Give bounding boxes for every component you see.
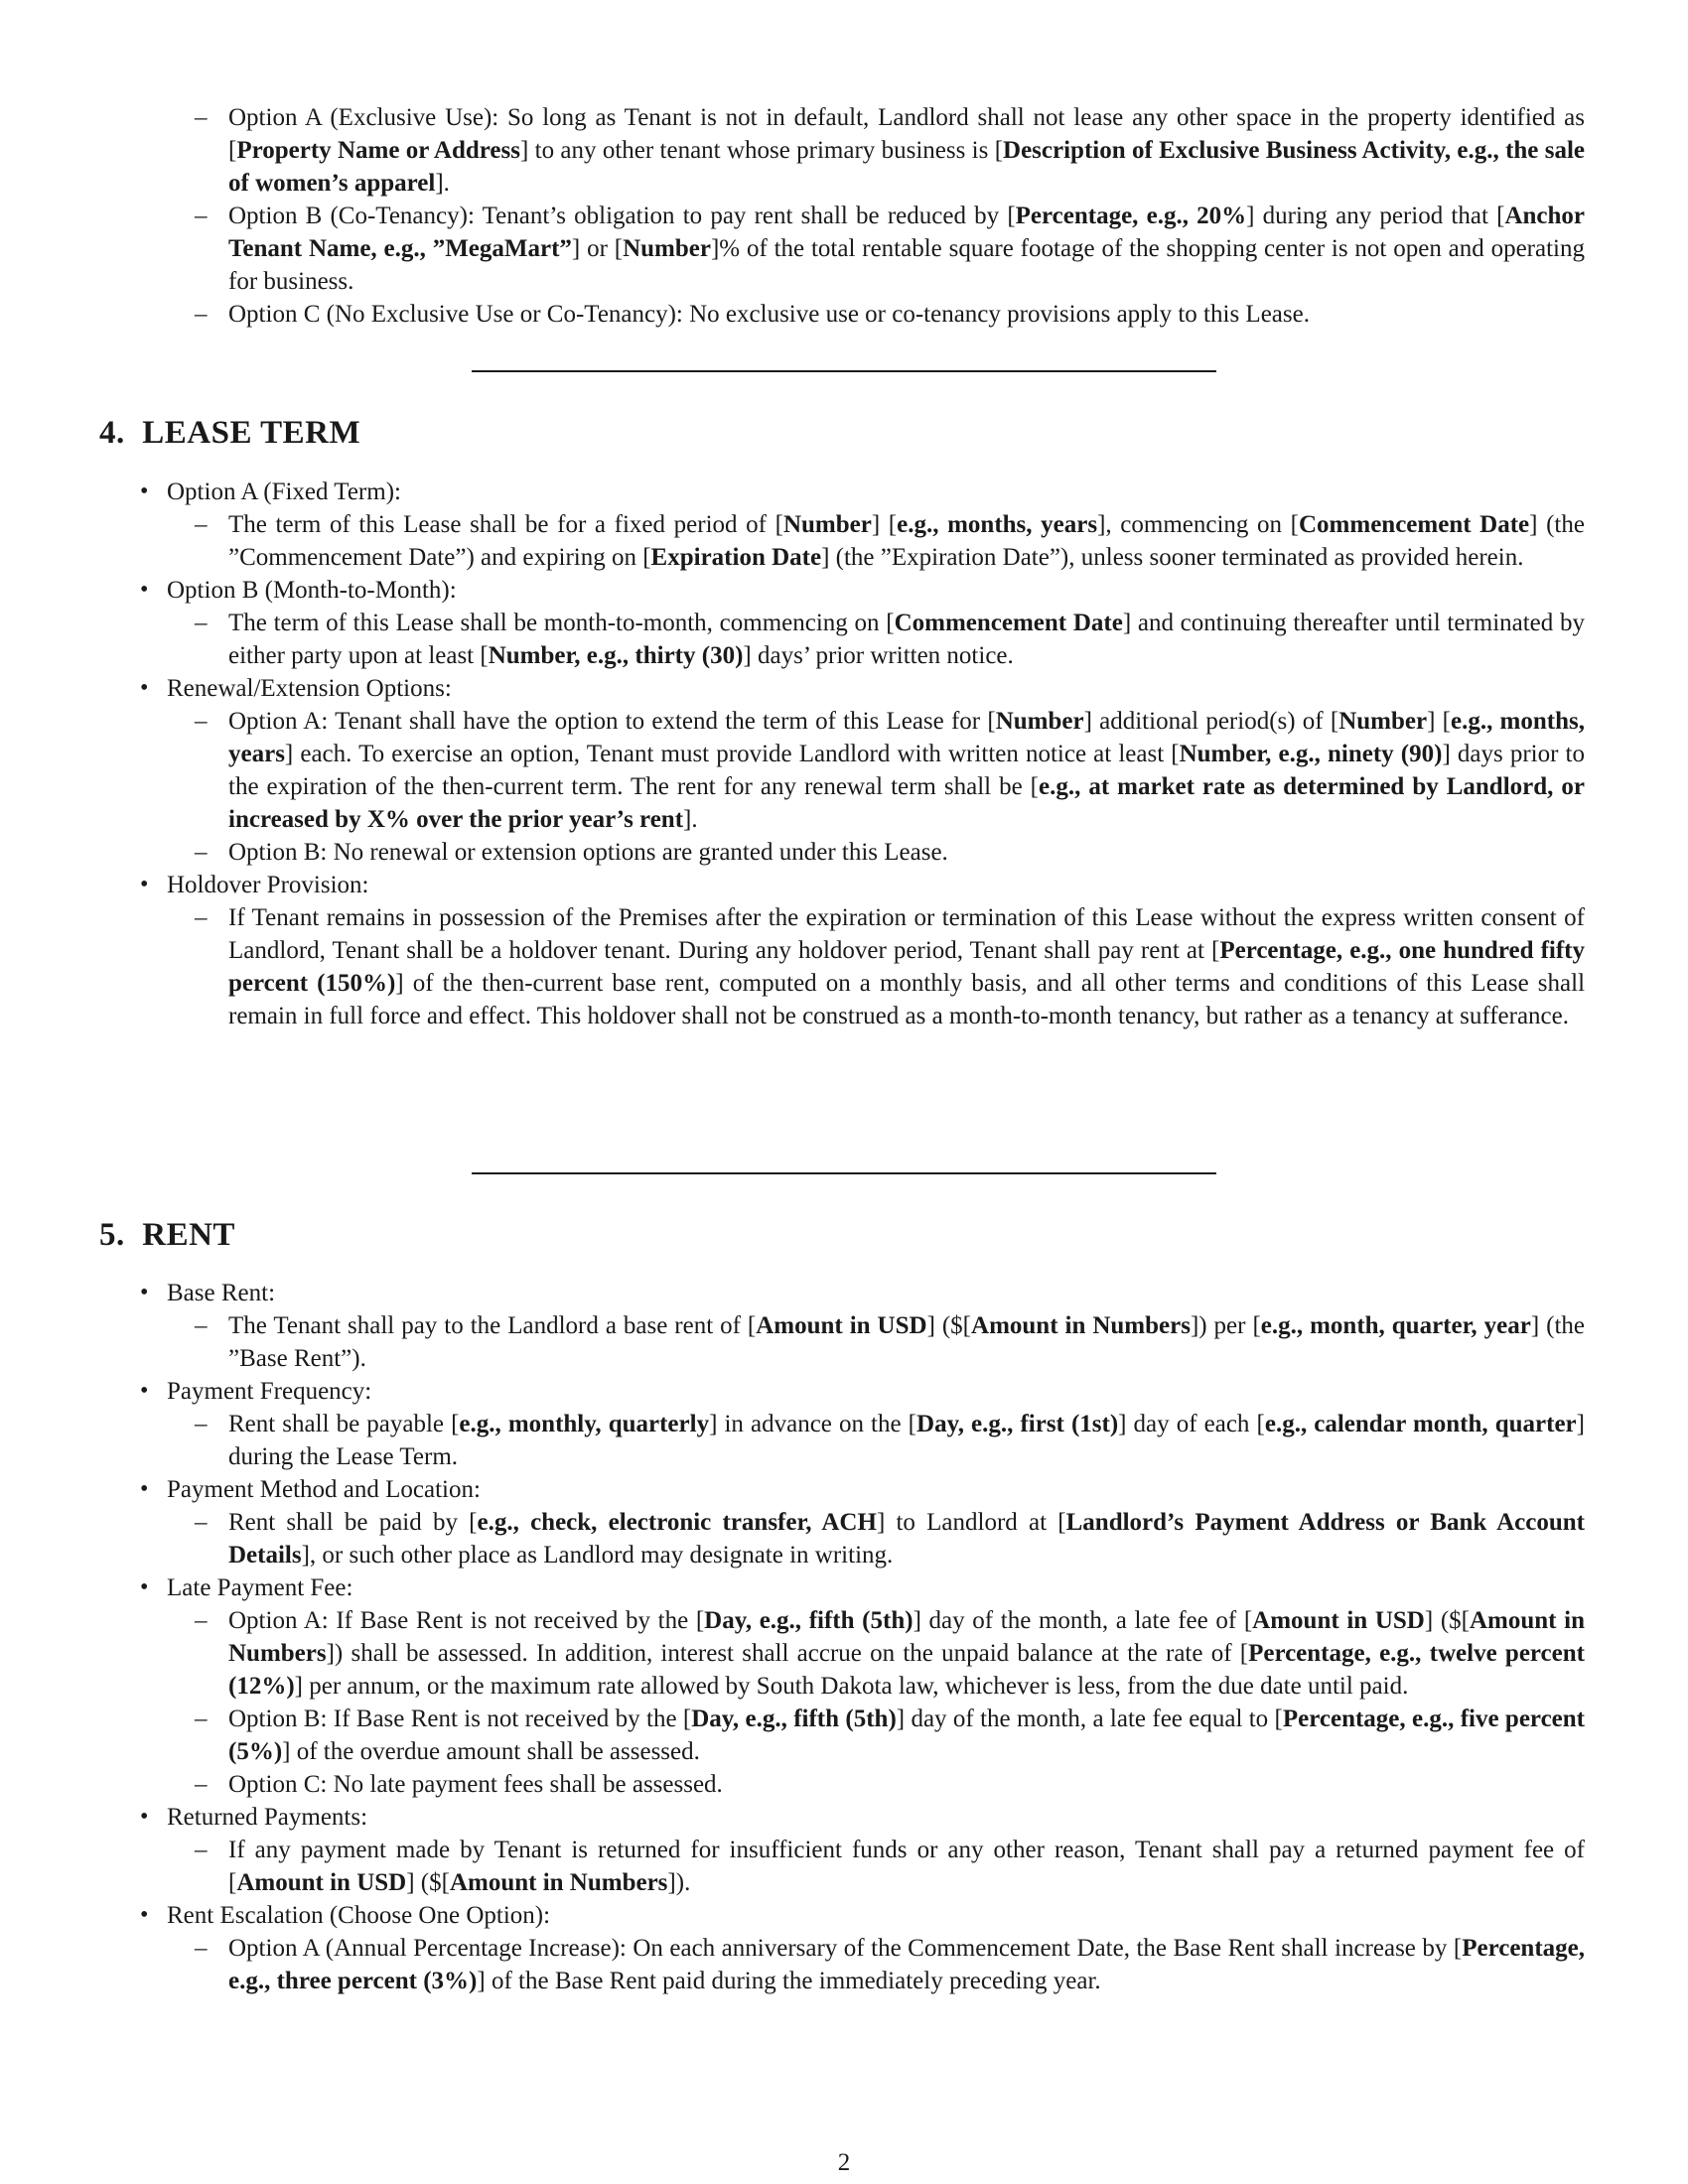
list-item: – Option B: If Base Rent is not received by the [Day, e.g., fifth (5th)] day of the month, a late fee equal to [Percentage, e.g., five percent (5%)] of the overdue amount shall be assessed. — [195, 1703, 1585, 1768]
list-item: – Option A: Tenant shall have the option to extend the term of this Lease for [Number] additional period(s) of [Number] [e.g., months, years] each. To exercise an option, Tenant must provide Landlord with written notice at least [Number, e.g., ninety (90)] days prior to the expiration of the then-current term. The rent for any renewal term shall be [e.g., at market rate as determined by Landlord, or increased by X% over the prior year’s rent]. — [195, 705, 1585, 836]
list-item: – Option A (Annual Percentage Increase): On each anniversary of the Commencement Date, the Base Rent shall increase by [Percentage, e.g., three percent (3%)] of the Base Rent paid during the immediately preceding year. — [195, 1932, 1585, 1997]
list-item: – The term of this Lease shall be for a fixed period of [Number] [e.g., months, years], commencing on [Commencement Date] (the ”Commencement Date”) and expiring on [Expiration Date] (the ”Expiration Date”), unless sooner terminated as provided herein. — [195, 508, 1585, 574]
list-item: – Option B: No renewal or extension options are granted under this Lease. — [195, 836, 1585, 869]
list-item: – Option B (Co-Tenancy): Tenant’s obligation to pay rent shall be reduced by [Percentage, e.g., 20%] during any period that [Anchor Tenant Name, e.g., ”MegaMart”] or [Number]% of the total rentable square footage of the shopping center is not open and operating for business. — [195, 200, 1585, 298]
section-4-body — [167, 476, 1585, 1032]
list-item: – Option C (No Exclusive Use or Co-Tenancy): No exclusive use or co-tenancy provisions apply to this Lease. — [195, 298, 1585, 331]
section-heading: 5. RENT — [99, 1217, 235, 1253]
bullet-label: • Rent Escalation (Choose One Option): — [167, 1899, 1585, 1932]
bullet-label: • Option A (Fixed Term): — [167, 476, 1585, 508]
list-item: – If Tenant remains in possession of the Premises after the expiration or termination of this Lease without the express written consent of Landlord, Tenant shall be a holdover tenant. During any holdover period, Tenant shall pay rent at [Percentage, e.g., one hundred fifty percent (150%)] of the then-current base rent, computed on a monthly basis, and all other terms and conditions of this Lease shall remain in full force and effect. This holdover shall not be construed as a month-to-month tenancy, but rather as a tenancy at sufferance. — [195, 901, 1585, 1032]
bullet-label: • Returned Payments: — [167, 1801, 1585, 1834]
section-heading: 4. LEASE TERM — [99, 415, 361, 451]
bullet-label: • Renewal/Extension Options: — [167, 672, 1585, 705]
section-divider — [472, 1172, 1216, 1174]
bullet-label: • Payment Frequency: — [167, 1375, 1585, 1408]
page-number: 2 — [837, 2149, 851, 2176]
bullet-label: • Holdover Provision: — [167, 869, 1585, 901]
list-item: – If any payment made by Tenant is returned for insufficient funds or any other reason, Tenant shall pay a returned payment fee of [Amount in USD] ($[Amount in Numbers]). — [195, 1834, 1585, 1899]
list-item: – The Tenant shall pay to the Landlord a base rent of [Amount in USD] ($[Amount in Numbers]) per [e.g., month, quarter, year] (the ”Base Rent”). — [195, 1309, 1585, 1375]
list-item: – The term of this Lease shall be month-to-month, commencing on [Commencement Date] and continuing thereafter until terminated by either party upon at least [Number, e.g., thirty (30)] days’ prior written notice. — [195, 607, 1585, 672]
bullet-label: • Payment Method and Location: — [167, 1473, 1585, 1506]
list-item: – Option C: No late payment fees shall be assessed. — [195, 1768, 1585, 1801]
section-5-body — [167, 1277, 1585, 1997]
list-item: – Option A (Exclusive Use): So long as Tenant is not in default, Landlord shall not lease any other space in the property identified as [Property Name or Address] to any other tenant whose primary business is [Description of Exclusive Business Activity, e.g., the sale of women’s apparel]. — [195, 101, 1585, 200]
list-item: – Rent shall be paid by [e.g., check, electronic transfer, ACH] to Landlord at [Landlord’s Payment Address or Bank Account Details], or such other place as Landlord may designate in writing. — [195, 1506, 1585, 1571]
top-options — [195, 101, 1585, 331]
bullet-label: • Late Payment Fee: — [167, 1571, 1585, 1604]
section-divider — [472, 370, 1216, 372]
list-item: – Rent shall be payable [e.g., monthly, quarterly] in advance on the [Day, e.g., first (1st)] day of each [e.g., calendar month, quarter] during the Lease Term. — [195, 1408, 1585, 1473]
bullet-label: • Option B (Month-to-Month): — [167, 574, 1585, 607]
bullet-label: • Base Rent: — [167, 1277, 1585, 1309]
list-item: – Option A: If Base Rent is not received by the [Day, e.g., fifth (5th)] day of the month, a late fee of [Amount in USD] ($[Amount in Numbers]) shall be assessed. In addition, interest shall accrue on the unpaid balance at the rate of [Percentage, e.g., twelve percent (12%)] per annum, or the maximum rate allowed by South Dakota law, whichever is less, from the due date until paid. — [195, 1604, 1585, 1703]
